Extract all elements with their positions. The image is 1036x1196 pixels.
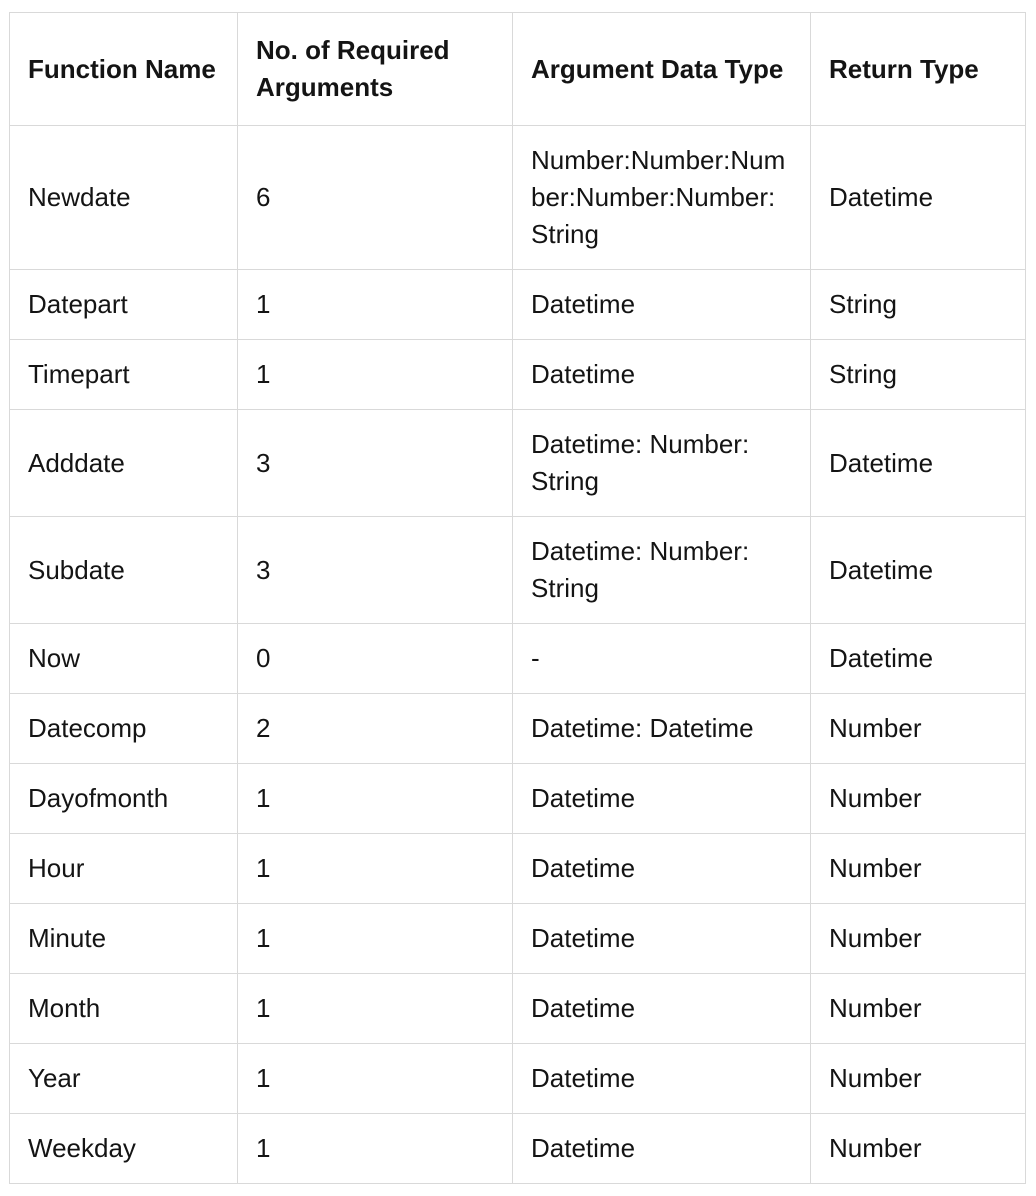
table-cell: 0 bbox=[238, 624, 513, 694]
table-cell: 1 bbox=[238, 974, 513, 1044]
table-row bbox=[10, 694, 1026, 764]
table-cell: 6 bbox=[238, 126, 513, 270]
table-cell: 1 bbox=[238, 834, 513, 904]
table-cell: Datetime: Number: String bbox=[513, 410, 811, 517]
column-header: Return Type bbox=[811, 13, 1026, 126]
table-cell: - bbox=[513, 624, 811, 694]
table-row bbox=[10, 270, 1026, 340]
table-cell: 3 bbox=[238, 410, 513, 517]
table-cell: 2 bbox=[238, 694, 513, 764]
table-row bbox=[10, 974, 1026, 1044]
table-cell: 1 bbox=[238, 904, 513, 974]
column-header: Argument Data Type bbox=[513, 13, 811, 126]
column-header: Function Name bbox=[10, 13, 238, 126]
table-header-row bbox=[10, 13, 1026, 126]
table-row bbox=[10, 1114, 1026, 1184]
table-cell: Datetime bbox=[811, 126, 1026, 270]
table-cell: Hour bbox=[10, 834, 238, 904]
table-row bbox=[10, 764, 1026, 834]
table-cell: Datetime bbox=[513, 904, 811, 974]
table-header bbox=[10, 13, 1026, 126]
table-cell: Minute bbox=[10, 904, 238, 974]
table-cell: Datetime bbox=[513, 1044, 811, 1114]
table-cell: 1 bbox=[238, 1044, 513, 1114]
table-row bbox=[10, 410, 1026, 517]
table-cell: Year bbox=[10, 1044, 238, 1114]
table-cell: 1 bbox=[238, 270, 513, 340]
table-cell: Number:Number:Number:Number:Number:String bbox=[513, 126, 811, 270]
table-row bbox=[10, 126, 1026, 270]
table-cell: Adddate bbox=[10, 410, 238, 517]
table-row bbox=[10, 517, 1026, 624]
table-cell: Datetime bbox=[811, 624, 1026, 694]
table-row bbox=[10, 904, 1026, 974]
table-cell: Datetime bbox=[513, 974, 811, 1044]
table-cell: Datetime: Datetime bbox=[513, 694, 811, 764]
table-cell: 1 bbox=[238, 764, 513, 834]
table-cell: Number bbox=[811, 834, 1026, 904]
table-cell: Datetime bbox=[513, 834, 811, 904]
table-row bbox=[10, 1044, 1026, 1114]
table-row bbox=[10, 624, 1026, 694]
table-cell: Subdate bbox=[10, 517, 238, 624]
table-cell: Number bbox=[811, 1044, 1026, 1114]
table-cell: Datecomp bbox=[10, 694, 238, 764]
table-cell: 1 bbox=[238, 340, 513, 410]
table-cell: Number bbox=[811, 764, 1026, 834]
table-cell: Datetime bbox=[513, 340, 811, 410]
functions-table bbox=[9, 12, 1026, 1184]
table-cell: Datetime bbox=[811, 517, 1026, 624]
table-cell: Datetime bbox=[513, 764, 811, 834]
table-cell: Number bbox=[811, 904, 1026, 974]
table-cell: Datepart bbox=[10, 270, 238, 340]
table-cell: Datetime: Number: String bbox=[513, 517, 811, 624]
table-cell: Month bbox=[10, 974, 238, 1044]
table-row bbox=[10, 340, 1026, 410]
column-header: No. of Required Arguments bbox=[238, 13, 513, 126]
table-body bbox=[10, 126, 1026, 1184]
table-cell: Weekday bbox=[10, 1114, 238, 1184]
table-cell: 1 bbox=[238, 1114, 513, 1184]
table-cell: String bbox=[811, 270, 1026, 340]
table-cell: 3 bbox=[238, 517, 513, 624]
table-cell: Datetime bbox=[513, 270, 811, 340]
table-cell: Now bbox=[10, 624, 238, 694]
table-cell: Newdate bbox=[10, 126, 238, 270]
table-cell: Number bbox=[811, 1114, 1026, 1184]
table-cell: Datetime bbox=[513, 1114, 811, 1184]
table-cell: Number bbox=[811, 974, 1026, 1044]
table-cell: Timepart bbox=[10, 340, 238, 410]
table-cell: String bbox=[811, 340, 1026, 410]
table-cell: Datetime bbox=[811, 410, 1026, 517]
table-cell: Dayofmonth bbox=[10, 764, 238, 834]
table-cell: Number bbox=[811, 694, 1026, 764]
table-row bbox=[10, 834, 1026, 904]
